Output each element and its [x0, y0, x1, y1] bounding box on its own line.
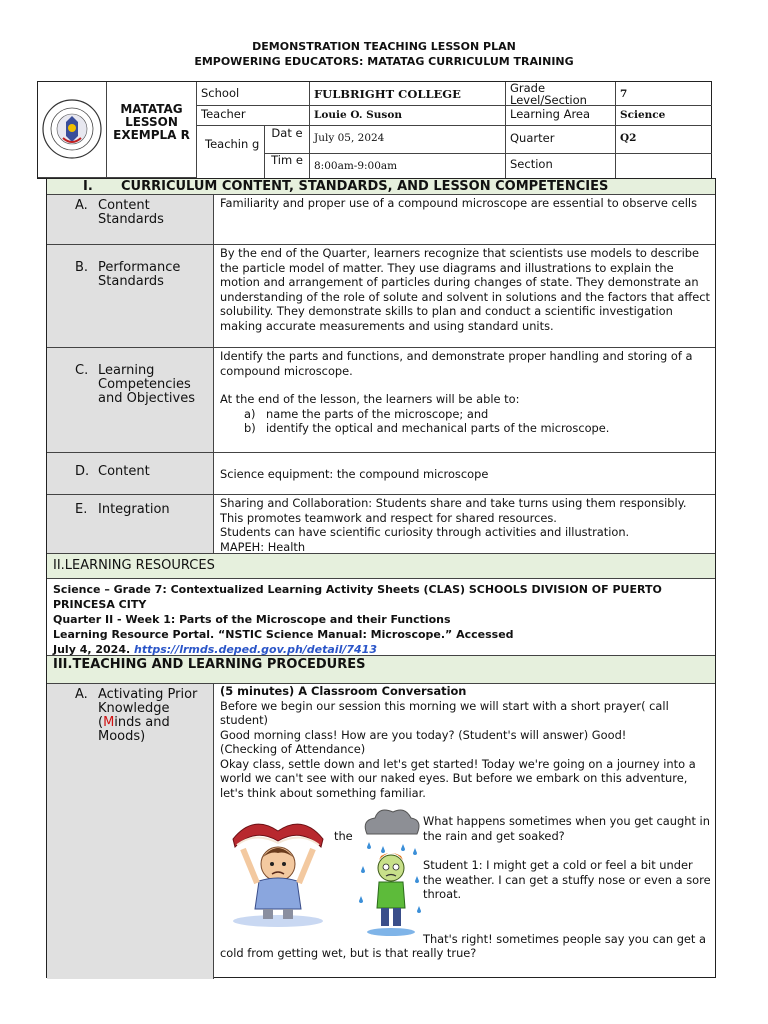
- deped-seal-icon: [41, 98, 103, 160]
- row-letter: A.: [75, 198, 88, 213]
- resource-link[interactable]: https://lrmds.deped.gov.ph/detail/7413: [134, 643, 377, 656]
- objective-a: [220, 407, 710, 422]
- row-letter: E.: [75, 502, 88, 517]
- date-label: Dat e: [265, 126, 310, 154]
- teacher-value: Louie O. Suson: [310, 106, 506, 126]
- performance-standards-label-cell: [47, 245, 214, 347]
- activity-heading: (5 minutes) A Classroom Conversation: [220, 684, 467, 698]
- objective-a-text: name the parts of the microscope; and: [266, 406, 489, 421]
- label-part: Activating Prior Knowledge (: [98, 687, 198, 730]
- resource-line-3: Learning Resource Portal. “NSTIC Science Manual: Microscope.” Accessed: [53, 628, 514, 641]
- section-value: [616, 154, 712, 178]
- school-label: School: [197, 82, 310, 106]
- question-1: What happens sometimes when you get caught in the rain and get soaked?: [423, 814, 710, 843]
- learning-competencies-row: [47, 348, 715, 453]
- quarter-value: Q2: [616, 126, 712, 154]
- objectives-intro: At the end of the lesson, the learners will be able to:: [220, 392, 520, 406]
- time-value: 8:00am-9:00am: [310, 154, 506, 178]
- row-letter: C.: [75, 363, 89, 378]
- date-value: July 05, 2024: [310, 126, 506, 154]
- learning-area-label: Learning Area: [506, 106, 616, 126]
- section-label: Section: [506, 154, 616, 178]
- child-with-book-illustration: [223, 809, 333, 929]
- rain-cloud-child-illustration: [355, 806, 425, 941]
- label-part: inds and Moods): [98, 715, 170, 744]
- competency-text: Identify the parts and functions, and demonstrate proper handling and storing of a compound microscope.: [220, 349, 693, 378]
- resource-date: July 4, 2024.: [53, 643, 131, 656]
- section-3-header: [47, 656, 715, 684]
- section-3-title: III.TEACHING AND LEARNING PROCEDURES: [53, 657, 366, 672]
- content-text: Science equipment: the compound microscope: [220, 467, 489, 481]
- grade-value: 7: [616, 82, 712, 106]
- question-1-the: the: [334, 829, 353, 843]
- integration-row: [47, 495, 715, 554]
- section-2-title: II.LEARNING RESOURCES: [53, 558, 215, 573]
- learning-competencies-label-cell: [47, 348, 214, 452]
- teacher-response-1: That's right! sometimes people say you can get a: [423, 932, 707, 946]
- teacher-response-2: cold from getting wet, but is that really true?: [220, 946, 477, 960]
- performance-standards-row: [47, 245, 715, 348]
- resources-cell: [47, 579, 715, 658]
- document-subtitle: EMPOWERING EDUCATORS: MATATAG CURRICULUM TRAINING: [194, 55, 574, 68]
- resource-line-1: Science – Grade 7: Contextualized Learning Activity Sheets (CLAS) SCHOOLS DIVISION OF PUERTO PRINCESA CITY: [53, 583, 662, 611]
- content-standards-text: Familiarity and proper use of a compound microscope are essential to observe cells: [220, 196, 698, 210]
- label-highlight: M: [103, 715, 115, 730]
- row-label: Integration: [98, 502, 170, 517]
- section-2-header: [47, 554, 715, 579]
- activating-label-cell: [47, 684, 214, 979]
- header-table: [37, 81, 712, 179]
- row-label: Content Standards: [98, 198, 164, 227]
- integration-text-3: MAPEH: Health: [220, 539, 306, 554]
- section-1-header: [47, 179, 715, 195]
- section-1-number: I.: [83, 179, 93, 194]
- content-standards-label-cell: [47, 195, 214, 244]
- learning-area-value: Science: [616, 106, 712, 126]
- integration-label-cell: [47, 495, 214, 553]
- lesson-table: [46, 178, 716, 978]
- integration-text-2: Students can have scientific curiosity through activities and illustration.: [220, 525, 630, 539]
- teaching-label: Teachin g: [197, 126, 265, 178]
- logo-cell: [38, 82, 107, 178]
- content-label-cell: [47, 453, 214, 494]
- activity-paragraph-4: Okay class, settle down and let's get started! Today we're going on a journey into a world we can't see with our naked eyes. But before we embark on this adventure, let's think about something familiar.: [220, 756, 696, 800]
- objective-b: [220, 421, 710, 436]
- activating-row: [47, 684, 715, 979]
- activity-paragraph-1: Before we begin our session this morning we will start with a short prayer( call student): [220, 698, 669, 727]
- exemplar-label: MATATAG LESSON EXEMPLA R: [107, 82, 197, 178]
- row-letter: A.: [75, 687, 88, 702]
- row-label: [98, 688, 207, 744]
- row-letter: B.: [75, 260, 89, 275]
- row-label: Content: [98, 464, 150, 479]
- content-row: [47, 453, 715, 495]
- activity-paragraph-3: (Checking of Attendance): [220, 742, 366, 756]
- row-letter: D.: [75, 464, 90, 479]
- content-standards-row: [47, 195, 715, 245]
- school-value: FULBRIGHT COLLEGE: [310, 82, 506, 106]
- activating-cell: [215, 684, 715, 979]
- list-marker: b): [244, 421, 256, 435]
- teacher-label: Teacher: [197, 106, 310, 126]
- integration-cell: [215, 495, 715, 553]
- learning-competencies-cell: [215, 348, 715, 452]
- activity-paragraph-2: Good morning class! How are you today? (Student's will answer) Good!: [220, 727, 627, 742]
- resources-row: [47, 579, 715, 656]
- row-label: Performance Standards: [98, 260, 181, 289]
- objective-b-text: identify the optical and mechanical parts of the microscope.: [266, 421, 610, 435]
- integration-text-1: Sharing and Collaboration: Students share and take turns using them responsibly. This promotes teamwork and respect for shared resources.: [220, 496, 687, 525]
- grade-label: Grade Level/Section: [506, 82, 616, 106]
- quarter-label: Quarter: [506, 126, 616, 154]
- document-title: DEMONSTRATION TEACHING LESSON PLAN: [252, 40, 516, 53]
- performance-standards-text: By the end of the Quarter, learners recognize that scientists use models to describe the particle model of matter. They use diagrams and illustrations to explain the motion and arrangement of particles during changes of state. They demonstrate an understanding of the role of solute and solvent in solutions and the factors that affect solubility. They demonstrate skills to plan and conduct a scientific investigation making accurate measurements and using standard units.: [220, 246, 710, 333]
- resource-line-2: Quarter II - Week 1: Parts of the Microscope and their Functions: [53, 613, 451, 626]
- student-1-answer: Student 1: I might get a cold or feel a bit under the weather. I can get a stuffy nose or even a sore throat.: [423, 858, 711, 901]
- row-label: Learning Competencies and Objectives: [98, 363, 196, 406]
- list-marker: a): [244, 406, 256, 421]
- section-1-title: CURRICULUM CONTENT, STANDARDS, AND LESSON COMPETENCIES: [121, 179, 609, 194]
- time-label: Tim e: [265, 154, 310, 178]
